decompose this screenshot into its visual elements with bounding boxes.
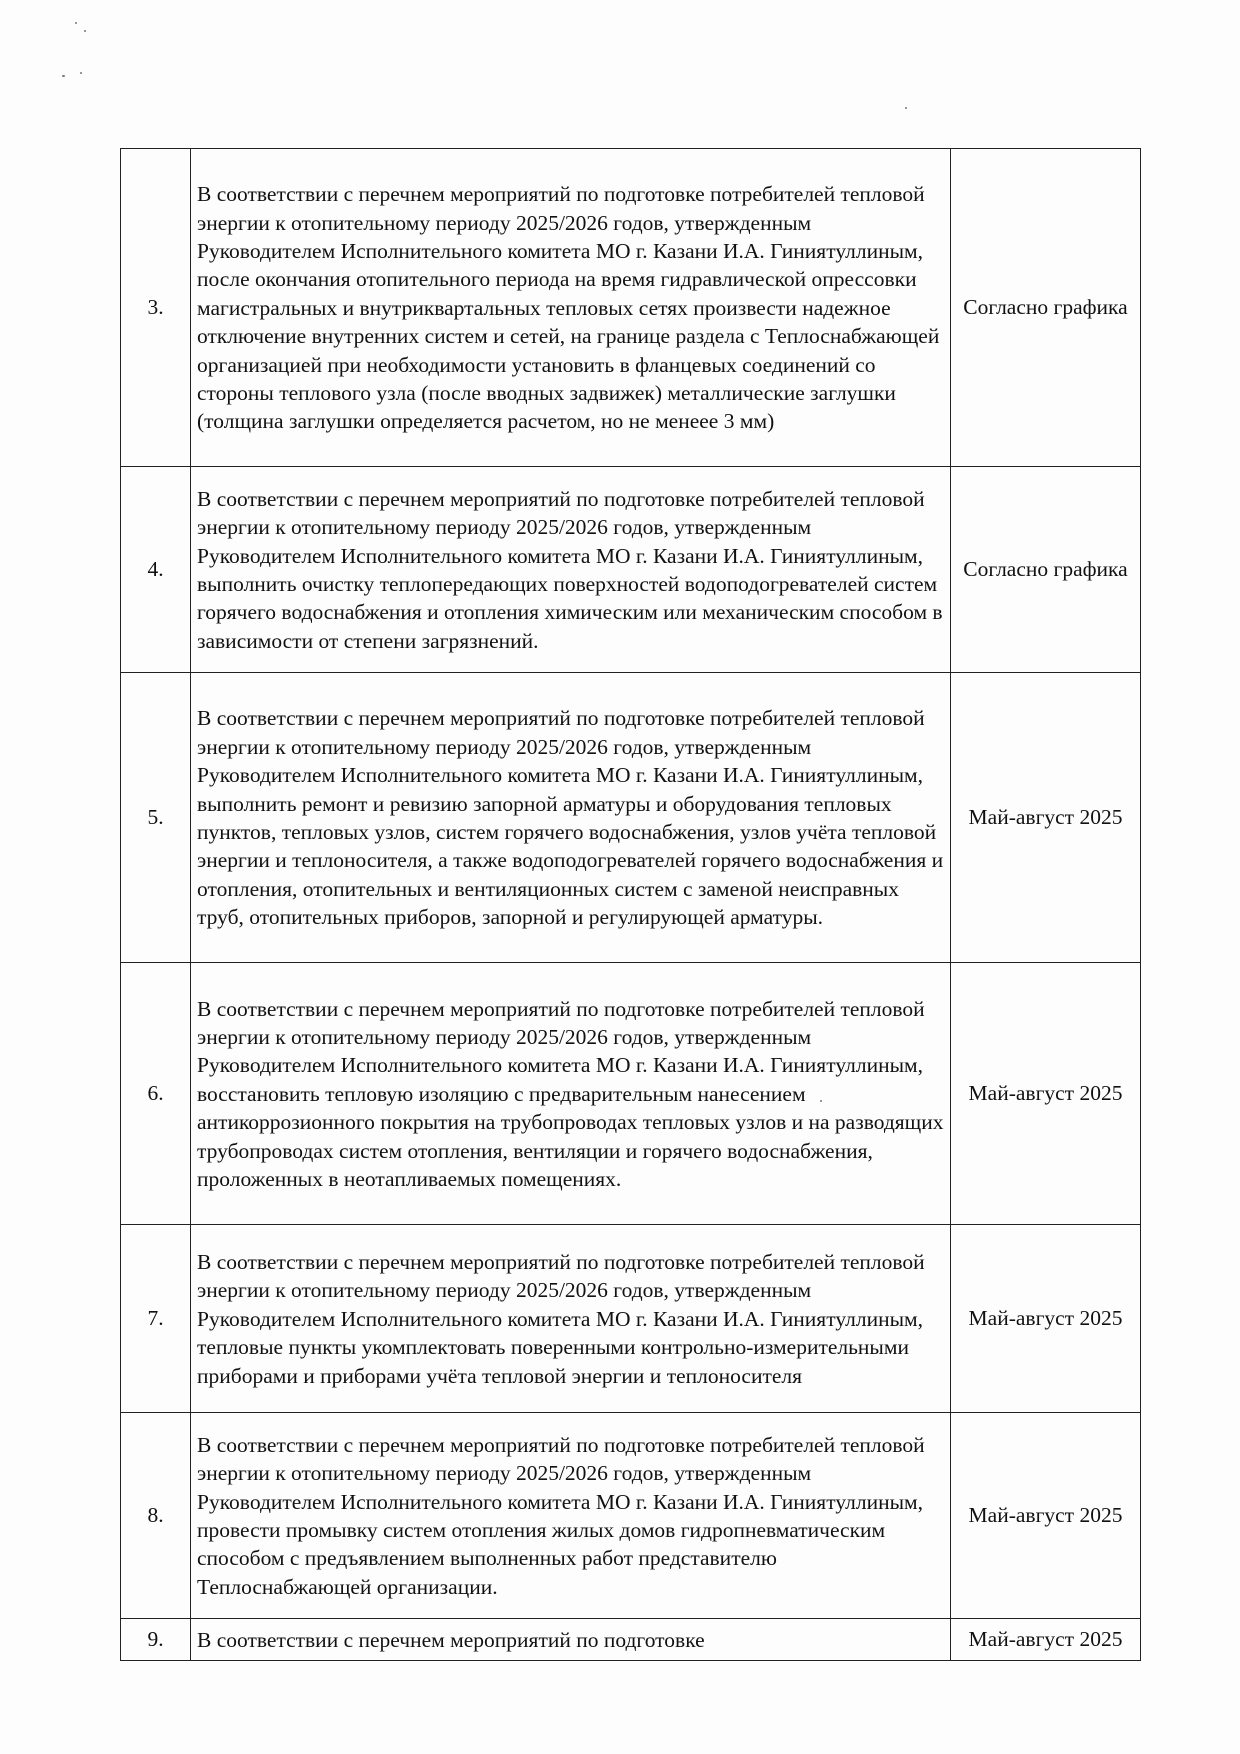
row-number: 8.	[121, 1413, 191, 1619]
table-row	[121, 1619, 1141, 1661]
row-term: Май-август 2025	[951, 1619, 1141, 1661]
row-term: Согласно графика	[951, 467, 1141, 673]
table-row	[121, 963, 1141, 1225]
row-term: Май-август 2025	[951, 963, 1141, 1225]
row-measure-text: В соответствии с перечнем мероприятий по подготовке потребителей тепловой энергии к отопительному периоду 2025/2026 годов, утвержденным Руководителем Исполнительного комитета МО г. Казани И.А. Гиниятуллиным, выполнить ремонт и ревизию запорной арматуры и оборудования тепловых пунктов, тепловых узлов, систем горячего водоснабжения, узлов учёта тепловой энергии и теплоносителя, а также водоподогревателей горячего водоснабжения и отопления, отопительных и вентиляционных систем с заменой неисправных труб, отопительных приборов, запорной и регулирующей арматуры.	[191, 673, 951, 963]
row-measure-text: В соответствии с перечнем мероприятий по подготовке потребителей тепловой энергии к отопительному периоду 2025/2026 годов, утвержденным Руководителем Исполнительного комитета МО г. Казани И.А. Гиниятуллиным, восстановить тепловую изоляцию с предварительным нанесением антикоррозионного покрытия на трубопроводах тепловых узлов и на разводящих трубопроводах систем отопления, вентиляции и горячего водоснабжения, проложенных в неотапливаемых помещениях.	[191, 963, 951, 1225]
row-term: Май-август 2025	[951, 1413, 1141, 1619]
row-number: 6.	[121, 963, 191, 1225]
measures-table	[120, 148, 1141, 1661]
row-number: 4.	[121, 467, 191, 673]
table-row	[121, 1413, 1141, 1619]
row-measure-text: В соответствии с перечнем мероприятий по подготовке потребителей тепловой энергии к отопительному периоду 2025/2026 годов, утвержденным Руководителем Исполнительного комитета МО г. Казани И.А. Гиниятуллиным, после окончания отопительного периода на время гидравлической опрессовки магистральных и внутриквартальных тепловых сетях произвести надежное отключение внутренних систем и сетей, на границе раздела с Теплоснабжающей организацией при необходимости установить в фланцевых соединений со стороны теплового узла (после вводных задвижек) металлические заглушки (толщина заглушки определяется расчетом, но не менеее 3 мм)	[191, 149, 951, 467]
table-row	[121, 467, 1141, 673]
row-number: 5.	[121, 673, 191, 963]
row-term: Согласно графика	[951, 149, 1141, 467]
row-measure-text: В соответствии с перечнем мероприятий по подготовке потребителей тепловой энергии к отопительному периоду 2025/2026 годов, утвержденным Руководителем Исполнительного комитета МО г. Казани И.А. Гиниятуллиным, провести промывку систем отопления жилых домов гидропневматическим способом с предъявлением выполненных работ представителю Теплоснабжающей организации.	[191, 1413, 951, 1619]
row-term: Май-август 2025	[951, 1225, 1141, 1413]
table-row	[121, 1225, 1141, 1413]
row-term: Май-август 2025	[951, 673, 1141, 963]
row-number: 7.	[121, 1225, 191, 1413]
row-number: 3.	[121, 149, 191, 467]
table-row	[121, 673, 1141, 963]
row-measure-text: В соответствии с перечнем мероприятий по подготовке потребителей тепловой энергии к отопительному периоду 2025/2026 годов, утвержденным Руководителем Исполнительного комитета МО г. Казани И.А. Гиниятуллиным, выполнить очистку теплопередающих поверхностей водоподогревателей систем горячего водоснабжения и отопления химическим или механическим способом в зависимости от степени загрязнений.	[191, 467, 951, 673]
row-number: 9.	[121, 1619, 191, 1661]
row-measure-text: В соответствии с перечнем мероприятий по подготовке	[191, 1619, 951, 1661]
row-measure-text: В соответствии с перечнем мероприятий по подготовке потребителей тепловой энергии к отопительному периоду 2025/2026 годов, утвержденным Руководителем Исполнительного комитета МО г. Казани И.А. Гиниятуллиным, тепловые пункты укомплектовать поверенными контрольно-измерительными приборами и приборами учёта тепловой энергии и теплоносителя	[191, 1225, 951, 1413]
table-row	[121, 149, 1141, 467]
